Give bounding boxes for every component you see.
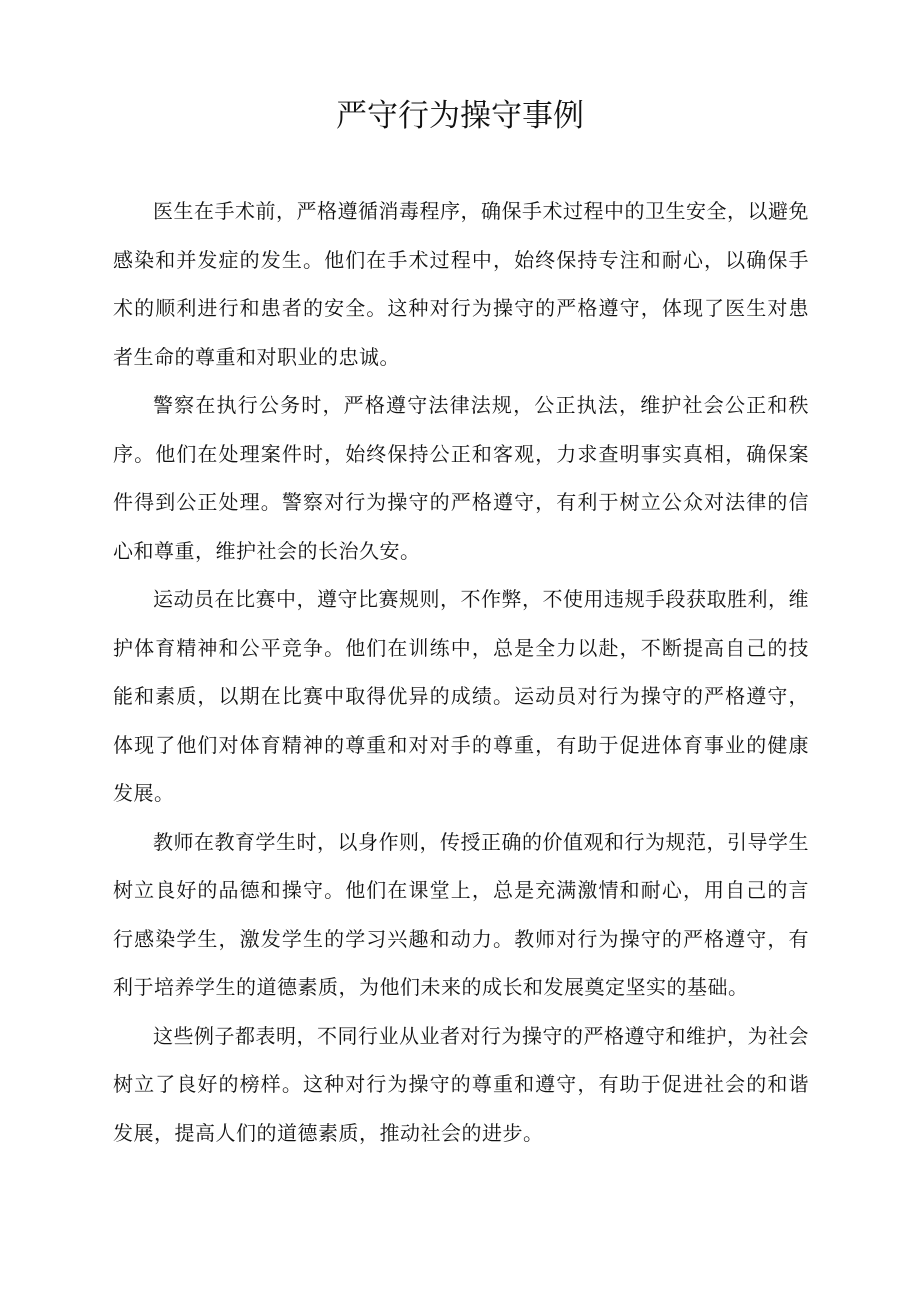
document-body [113, 187, 809, 1157]
paragraph-teacher: 教师在教育学生时，以身作则，传授正确的价值观和行为规范，引导学生树立良好的品德和操守。他们在课堂上，总是充满激情和耐心，用自己的言行感染学生，激发学生的学习兴趣和动力。教师对行为操守的严格遵守，有利于培养学生的道德素质，为他们未来的成长和发展奠定坚实的基础。 [113, 829, 809, 999]
paragraph-athlete: 运动员在比赛中，遵守比赛规则，不作弊，不使用违规手段获取胜利，维护体育精神和公平竞争。他们在训练中，总是全力以赴，不断提高自己的技能和素质，以期在比赛中取得优异的成绩。运动员对行为操守的严格遵守，体现了他们对体育精神的尊重和对对手的尊重，有助于促进体育事业的健康发展。 [113, 587, 809, 805]
paragraph-conclusion: 这些例子都表明，不同行业从业者对行为操守的严格遵守和维护，为社会树立了良好的榜样。这种对行为操守的尊重和遵守，有助于促进社会的和谐发展，提高人们的道德素质，推动社会的进步。 [113, 1023, 809, 1145]
paragraph-doctor: 医生在手术前，严格遵循消毒程序，确保手术过程中的卫生安全，以避免感染和并发症的发生。他们在手术过程中，始终保持专注和耐心，以确保手术的顺利进行和患者的安全。这种对行为操守的严格遵守，体现了医生对患者生命的尊重和对职业的忠诚。 [113, 199, 809, 369]
paragraph-police: 警察在执行公务时，严格遵守法律法规，公正执法，维护社会公正和秩序。他们在处理案件时，始终保持公正和客观，力求查明事实真相，确保案件得到公正处理。警察对行为操守的严格遵守，有利于树立公众对法律的信心和尊重，维护社会的长治久安。 [113, 393, 809, 563]
document-title: 严守行为操守事例 [336, 98, 584, 134]
